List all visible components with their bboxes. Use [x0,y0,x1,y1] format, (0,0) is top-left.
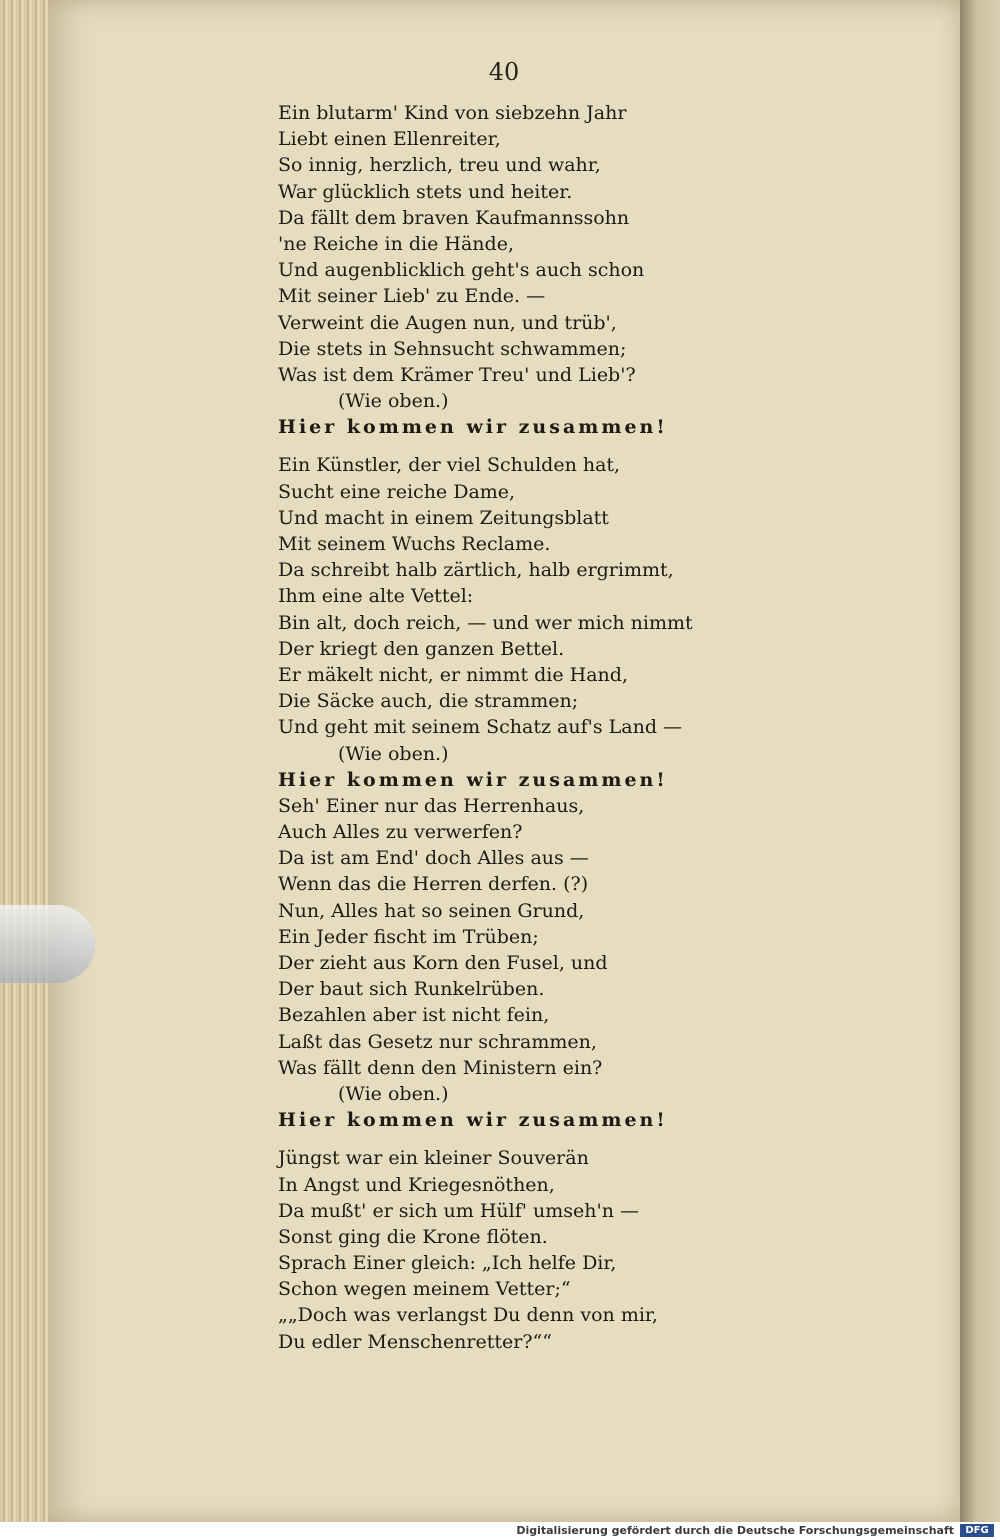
verse-line: Der baut sich Runkelrüben. [278,978,545,1001]
refrain-line: Hier kommen wir zusammen! [278,416,668,439]
verse-line: So innig, herzlich, treu und wahr, [278,154,601,177]
verse-line: Liebt einen Ellenreiter, [278,128,501,151]
funding-credit: Digitalisierung gefördert durch die Deutsche Forschungsgemeinschaft [516,1524,954,1537]
verse-line: Ihm eine alte Vettel: [278,585,474,608]
verse-line: Laßt das Gesetz nur schrammen, [278,1030,597,1053]
page-number: 40 [488,58,520,86]
verse-line: Da fällt dem braven Kaufmannssohn [278,206,630,229]
verse-line: Er mäkelt nicht, er nimmt die Hand, [278,663,628,686]
verse-line: Bin alt, doch reich, — und wer mich nimmt [278,611,693,634]
verse-line: Und geht mit seinem Schatz auf's Land — [278,716,683,739]
verse-line: Nun, Alles hat so seinen Grund, [278,899,585,922]
stanza [278,793,918,1133]
verse-line: Jüngst war ein kleiner Souverän [278,1147,589,1170]
verse-line: Seh' Einer nur das Herrenhaus, [278,794,585,817]
verse-line: Sonst ging die Krone flöten. [278,1225,548,1248]
verse-line: Bezahlen aber ist nicht fein, [278,1004,550,1027]
verse-line: Der zieht aus Korn den Fusel, und [278,952,608,974]
verse-line: Und macht in einem Zeitungsblatt [278,506,609,529]
verse-line: Und augenblicklich geht's auch schon [278,259,645,282]
verse-line: Auch Alles zu verwerfen? [278,821,523,844]
verse-line: In Angst und Kriegesnöthen, [278,1173,555,1196]
verse-line: War glücklich stets und heiter. [278,180,573,203]
verse-line: Wenn das die Herren derfen. (?) [278,873,589,896]
stage-cue: (Wie oben.) [338,1082,449,1105]
verse-line: Was fällt denn den Ministern ein? [278,1056,603,1079]
verse-line: Schon wegen meinem Vetter;“ [278,1278,571,1301]
verse-line: Da mußt' er sich um Hülf' umseh'n — [278,1199,640,1222]
poem-text [278,100,918,1355]
stanza [278,452,918,792]
verse-line: Ein blutarm' Kind von siebzehn Jahr [278,102,627,124]
verse-line: „„Doch was verlangst Du denn von mir, [278,1304,658,1327]
footer-bar [0,1522,1000,1540]
verse-line: Du edler Menschenretter?““ [278,1330,552,1353]
verse-line: Mit seinem Wuchs Reclame. [278,533,551,555]
stanza [278,1145,918,1355]
stage-cue: (Wie oben.) [338,390,449,413]
verse-line: Was ist dem Krämer Treu' und Lieb'? [278,363,636,386]
refrain-line: Hier kommen wir zusammen! [278,1109,668,1132]
refrain-line: Hier kommen wir zusammen! [278,768,668,791]
verse-line: Ein Jeder fischt im Trüben; [278,925,539,948]
verse-line: Ein Künstler, der viel Schulden hat, [278,454,621,477]
stanza [278,100,918,440]
verse-line: 'ne Reiche in die Hände, [278,232,514,255]
stage-cue: (Wie oben.) [338,742,449,765]
verse-line: Der kriegt den ganzen Bettel. [278,637,565,660]
verse-line: Sucht eine reiche Dame, [278,480,516,503]
dfg-logo-icon: DFG [960,1524,994,1537]
verse-line: Da ist am End' doch Alles aus — [278,847,589,870]
verse-line: Die stets in Sehnsucht schwammen; [278,337,627,360]
verse-line: Da schreibt halb zärtlich, halb ergrimmt, [278,559,674,582]
verse-line: Die Säcke auch, die strammen; [278,690,579,713]
verse-line: Verweint die Augen nun, und trüb', [278,311,617,334]
verse-line: Sprach Einer gleich: „Ich helfe Dir, [278,1252,617,1275]
thumb-holding-page [0,905,95,983]
verse-line: Mit seiner Lieb' zu Ende. — [278,285,546,308]
book-gutter [960,0,1000,1522]
